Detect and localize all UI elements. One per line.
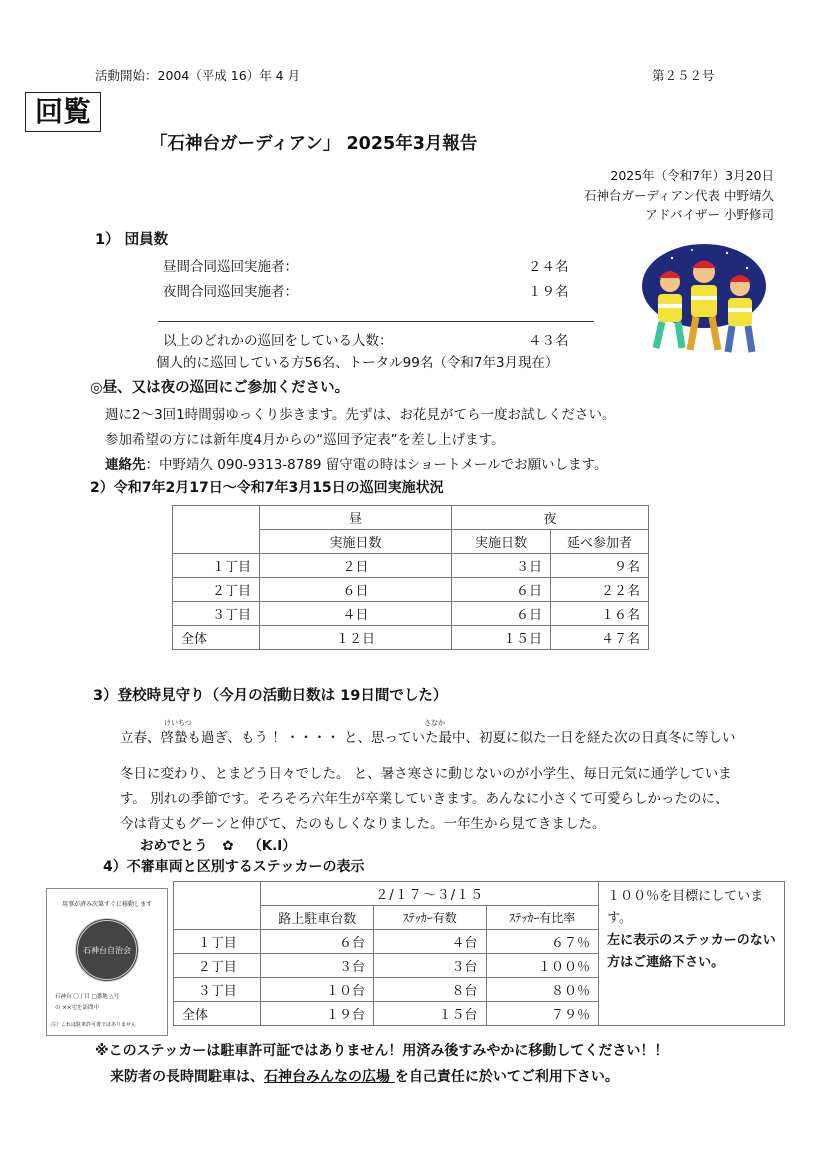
footer-line2-before: 来防者の長時間駐車は、 xyxy=(110,1069,264,1085)
patrol-people: １６名 xyxy=(551,602,649,626)
sticker-seal-text: 石神台自治会 xyxy=(83,945,131,955)
contact-label: 連絡先 xyxy=(105,457,146,473)
sticker-count: １５台 xyxy=(373,1002,486,1026)
patrol-night: ３日 xyxy=(452,554,551,578)
section4-heading: 4）不審車両と区別するステッカーの表示 xyxy=(103,859,365,875)
patrol-col-day-count: 実施日数 xyxy=(260,530,452,554)
paragraph-line-2: 冬日に変わり、とまどう日々でした。 と、暑さ寒さに動じないのが小学生、毎日元気に通学していま xyxy=(120,766,732,782)
congrats-text: おめでとう xyxy=(140,838,208,854)
footer-line2 xyxy=(110,1066,619,1086)
patrol-area: １丁目 xyxy=(173,554,260,578)
footer-warning: ※このステッカーは駐車許可証ではありません！用済み後すみやかに移動してください！！ xyxy=(95,1043,669,1059)
sticker-note xyxy=(599,882,785,1026)
circulation-stamp: 回覧 xyxy=(25,92,101,132)
patrol-people: ９名 xyxy=(551,554,649,578)
patrol-day: ２日 xyxy=(260,554,452,578)
member-note: 個人的に巡回している方56名、トータル99名（令和7年3月現在） xyxy=(156,355,559,371)
sticker-ratio: ６７％ xyxy=(486,930,599,954)
sticker-count: ４台 xyxy=(373,930,486,954)
member-total-label: 以上のどれかの巡回をしている人数： xyxy=(163,333,393,349)
patrol-area: ２丁目 xyxy=(173,578,260,602)
sticker-col-sticker: ｽﾃｯｶｰ有数 xyxy=(373,906,486,930)
sticker-parked: １０台 xyxy=(261,978,374,1002)
patrol-night: １５日 xyxy=(452,626,551,650)
patrol-area: ３丁目 xyxy=(173,602,260,626)
patrol-col-night-count: 実施日数 xyxy=(452,530,551,554)
sticker-col-parked: 路上駐車台数 xyxy=(261,906,374,930)
invite-line2: 参加希望の方には新年度4月からの“巡回予定表”を差し上げます。 xyxy=(105,432,505,448)
sticker-note-normal: １００％を目標にしています。 xyxy=(607,889,764,926)
patrol-area: 全体 xyxy=(173,626,260,650)
invite-heading: ◎昼、又は夜の巡回にご参加ください。 xyxy=(90,380,350,396)
sticker-count: ３台 xyxy=(373,954,486,978)
sticker-period: ２/１７～３/１５ xyxy=(261,882,599,906)
patrol-col-night-people: 延べ参加者 xyxy=(551,530,649,554)
sticker-count: ８台 xyxy=(373,978,486,1002)
sticker-area: ３丁目 xyxy=(174,978,261,1002)
contact-text: ：中野靖久 090-9313-8789 留守電の時はショートメールでお願いします。 xyxy=(145,457,608,473)
patrol-day: １２日 xyxy=(260,626,452,650)
table-row xyxy=(173,626,649,650)
footer-line2-after: を自己責任に於いてご利用下さい。 xyxy=(394,1069,619,1085)
ruby-sanaka: さなか xyxy=(424,719,445,727)
sticker-line1: 石神台 〇丁目 □番地 △号 xyxy=(55,994,120,1000)
sticker-parked: ３台 xyxy=(261,954,374,978)
report-date: 2025年（令和7年）3月20日 xyxy=(610,168,774,183)
sticker-footer: 注）これは駐車許可書ではありません xyxy=(51,1022,137,1028)
member-label-night: 夜間合同巡回実施者： xyxy=(163,284,298,300)
member-value-night: １９名 xyxy=(528,284,569,300)
sticker-line2: の ××宅を訪問中 xyxy=(55,1005,99,1011)
sticker-top-text: 用事が済み次第すぐに移動します xyxy=(61,901,152,908)
invite-line1: 週に2～3回1時間弱ゆっくり歩きます。先ずは、お花見がてら一度お試しください。 xyxy=(105,407,616,423)
sticker-seal xyxy=(75,918,139,982)
divider-line xyxy=(158,321,594,322)
sticker-area: 全体 xyxy=(174,1002,261,1026)
sticker-ratio: ７９％ xyxy=(486,1002,599,1026)
paragraph-line-3: す。 別れの季節です。そろそろ六年生が卒業していきます。あんなに小さくて可愛らしかったのに、 xyxy=(120,791,729,807)
representative: 石神台ガーディアン代表 中野靖久 xyxy=(584,188,774,203)
sticker-ratio: １００％ xyxy=(486,954,599,978)
patrol-table xyxy=(172,505,649,650)
congrats-line xyxy=(140,834,296,854)
guardians-illustration xyxy=(632,238,772,358)
sticker-col-ratio: ｽﾃｯｶｰ有比率 xyxy=(486,906,599,930)
patrol-group-day: 昼 xyxy=(260,506,452,530)
sticker-ratio: ８０％ xyxy=(486,978,599,1002)
paragraph-line-1: 立春、啓蟄も過ぎ、もう ！・・・・ と、思っていた最中、初夏に似た一日を経た次の日真冬に等しい xyxy=(120,730,736,746)
table-row xyxy=(173,554,649,578)
patrol-group-night: 夜 xyxy=(452,506,649,530)
sticker-table xyxy=(173,881,785,1026)
patrol-people: ２２名 xyxy=(551,578,649,602)
member-value-day: ２４名 xyxy=(528,259,569,275)
issue-number: 第２５２号 xyxy=(652,68,715,83)
sticker-parked: １９台 xyxy=(261,1002,374,1026)
sticker-note-bold: 左に表示のステッカーのない方はご連絡下さい。 xyxy=(607,933,776,970)
table-row xyxy=(173,602,649,626)
sticker-parked: ６台 xyxy=(261,930,374,954)
patrol-day: ６日 xyxy=(260,578,452,602)
section3-heading: 3）登校時見守り（今月の活動日数は 19日間でした） xyxy=(93,688,448,704)
activity-start: 活動開始：2004（平成 16）年 4 月 xyxy=(95,68,301,83)
patrol-night: ６日 xyxy=(452,602,551,626)
sticker-sample-image xyxy=(46,888,168,1036)
flower-icon: ✿ xyxy=(222,838,234,854)
patrol-night: ６日 xyxy=(452,578,551,602)
section1-heading: 1） 団員数 xyxy=(95,232,169,248)
sticker-area: ２丁目 xyxy=(174,954,261,978)
paragraph-line-4: 今は背丈もグーンと伸びて、たのもしくなりました。一年生から見てきました。 xyxy=(120,816,606,832)
patrol-people: ４７名 xyxy=(551,626,649,650)
page-title: 「石神台ガーディアン」 2025年3月報告 xyxy=(150,134,478,154)
section2-heading: 2）令和7年2月17日～令和7年3月15日の巡回実施状況 xyxy=(90,480,444,496)
table-row xyxy=(173,578,649,602)
member-label-day: 昼間合同巡回実施者： xyxy=(163,259,298,275)
contact-line xyxy=(105,453,608,473)
plaza-name: 石神台みんなの広場 xyxy=(264,1069,395,1085)
member-total-value: ４３名 xyxy=(528,333,569,349)
advisor: アドバイザー 小野修司 xyxy=(645,207,774,222)
signature: （K.I） xyxy=(248,838,296,854)
patrol-day: ４日 xyxy=(260,602,452,626)
ruby-keichitsu: けいちつ xyxy=(164,719,192,727)
sticker-area: １丁目 xyxy=(174,930,261,954)
